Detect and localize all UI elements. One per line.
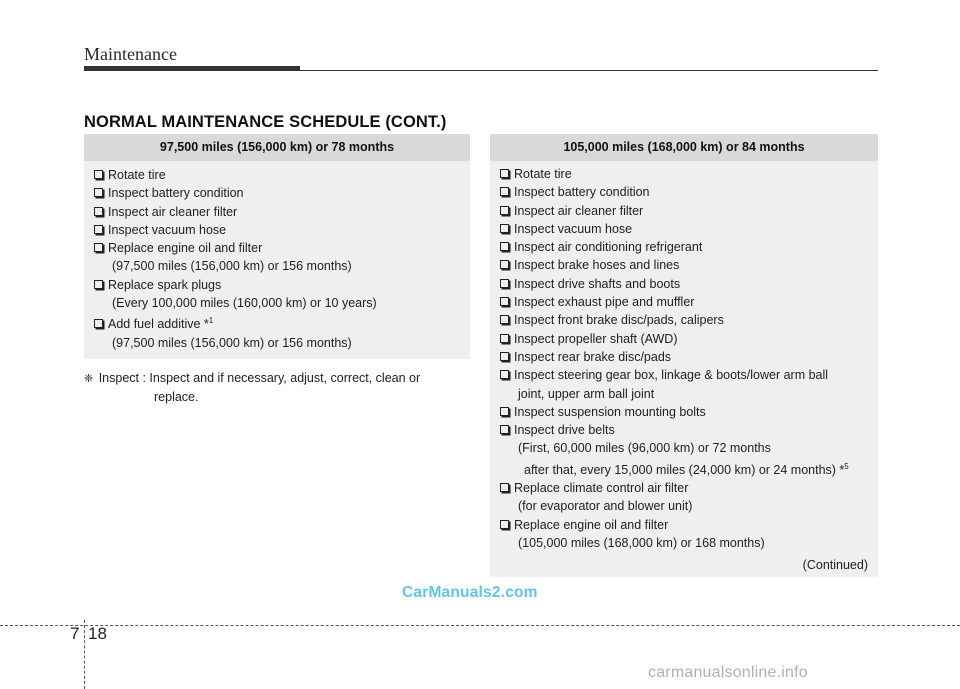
list-item: Inspect drive belts	[500, 421, 868, 439]
right-schedule-panel	[490, 134, 878, 577]
asterism-icon: ❈	[84, 373, 94, 385]
list-item: Replace engine oil and filter	[500, 516, 868, 534]
checkbox-icon	[94, 188, 103, 197]
list-item-detail: (105,000 miles (168,000 km) or 168 months)	[518, 535, 765, 550]
checkbox-icon	[500, 169, 509, 178]
checkbox-icon	[500, 297, 509, 306]
list-item: Inspect battery condition	[94, 184, 460, 202]
checkbox-icon	[500, 206, 509, 215]
list-item: Replace climate control air filter	[500, 479, 868, 497]
page-number: 18	[88, 624, 107, 643]
checkbox-icon	[500, 242, 509, 251]
left-panel-heading: 97,500 miles (156,000 km) or 78 months	[84, 134, 470, 161]
list-item: Inspect suspension mounting bolts	[500, 403, 868, 421]
left-panel-body	[84, 161, 470, 352]
list-item: Inspect vacuum hose	[94, 221, 460, 239]
list-item: Inspect brake hoses and lines	[500, 256, 868, 274]
right-panel-heading: 105,000 miles (168,000 km) or 84 months	[490, 134, 878, 161]
list-item: Rotate tire	[94, 166, 460, 184]
running-head: Maintenance	[84, 44, 177, 64]
checkbox-icon	[500, 370, 509, 379]
chapter-number: 7	[70, 624, 80, 643]
checkbox-icon	[94, 280, 103, 289]
checkbox-icon	[94, 170, 103, 179]
checkbox-icon	[94, 243, 103, 252]
footnote-line-2: replace.	[154, 390, 199, 405]
list-item: Add fuel additive *$^1$	[94, 312, 460, 333]
list-item: Inspect steering gear box, linkage & boots/lower arm ball	[500, 366, 868, 384]
footnote-line-1: Inspect : Inspect and if necessary, adjust, correct, clean or	[98, 371, 421, 385]
list-item: Rotate tire	[500, 165, 868, 183]
footer-vertical-rule	[84, 620, 85, 689]
header-rule-thin	[300, 70, 878, 71]
checkbox-icon	[500, 334, 509, 343]
list-item: Inspect air conditioning refrigerant	[500, 238, 868, 256]
checkbox-icon	[500, 224, 509, 233]
footnote-ref: 1	[208, 316, 214, 326]
list-item: Inspect vacuum hose	[500, 220, 868, 238]
checkbox-icon	[500, 407, 509, 416]
list-item: Inspect air cleaner filter	[94, 203, 460, 221]
continued-label: (Continued)	[802, 558, 868, 573]
list-item: Inspect rear brake disc/pads	[500, 348, 868, 366]
list-item: Replace spark plugs	[94, 276, 460, 294]
checkbox-icon	[500, 483, 509, 492]
list-item: Inspect drive shafts and boots	[500, 275, 868, 293]
list-item-detail: after that, every 15,000 miles (24,000 km) or 24 months) *$^5$	[524, 461, 849, 477]
footer-dashed-rule	[0, 625, 960, 626]
list-item: Replace engine oil and filter	[94, 239, 460, 257]
checkbox-icon	[500, 279, 509, 288]
list-item-detail: (97,500 miles (156,000 km) or 156 months)	[112, 259, 352, 274]
list-item: Inspect front brake disc/pads, calipers	[500, 311, 868, 329]
right-panel-body	[490, 161, 878, 574]
section-title: NORMAL MAINTENANCE SCHEDULE (CONT.)	[84, 113, 447, 131]
list-item: Inspect propeller shaft (AWD)	[500, 330, 868, 348]
checkbox-icon	[500, 425, 509, 434]
list-item-detail: joint, upper arm ball joint	[518, 386, 655, 401]
list-item: Inspect battery condition	[500, 183, 868, 201]
list-item: Inspect exhaust pipe and muffler	[500, 293, 868, 311]
checkbox-icon	[500, 520, 509, 529]
checkbox-icon	[94, 225, 103, 234]
checkbox-icon	[500, 260, 509, 269]
checkbox-icon	[94, 207, 103, 216]
checkbox-icon	[500, 352, 509, 361]
header-rule-thick	[84, 66, 300, 71]
list-item: Inspect air cleaner filter	[500, 202, 868, 220]
checkbox-icon	[500, 187, 509, 196]
list-item-detail: (First, 60,000 miles (96,000 km) or 72 months	[518, 441, 771, 456]
list-item-detail: (97,500 miles (156,000 km) or 156 months)	[112, 335, 352, 350]
inspect-footnote	[84, 369, 470, 407]
footnote-ref: 5	[844, 461, 849, 471]
watermark-bottom: carmanualsonline.info	[648, 664, 808, 681]
checkbox-icon	[94, 319, 103, 328]
checkbox-icon	[500, 315, 509, 324]
left-schedule-panel	[84, 134, 470, 359]
list-item-detail: (for evaporator and blower unit)	[518, 499, 693, 514]
list-item-detail: (Every 100,000 miles (160,000 km) or 10 years)	[112, 296, 377, 311]
watermark-site: CarManuals2.com	[402, 584, 538, 601]
